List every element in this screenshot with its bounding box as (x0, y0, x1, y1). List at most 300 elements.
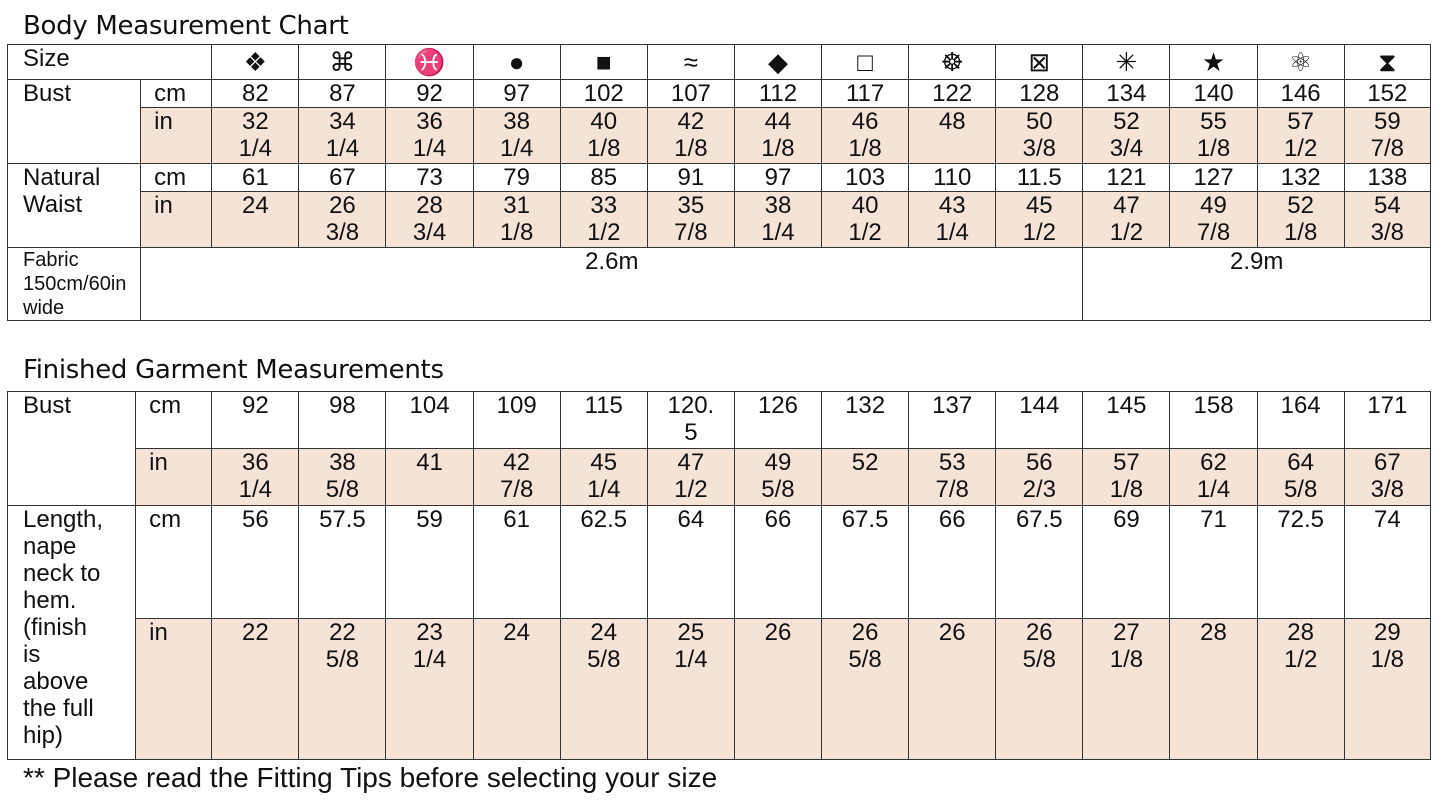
length-cm-cell (560, 506, 647, 619)
finished-bust-in-cell (822, 449, 909, 506)
cell-value: 40 (590, 108, 618, 135)
length-in-cell (1170, 619, 1257, 760)
finished-bust-cm-cell (1257, 392, 1344, 449)
cell-value: 47 (677, 449, 705, 476)
cell-value: 28 (416, 192, 443, 219)
waist-cm-cell (386, 164, 473, 192)
cell-value: 87 (329, 80, 356, 107)
cell-value: 3/8 (1370, 219, 1405, 246)
cell-value: 1/4 (238, 135, 272, 162)
cell-value: 42 (677, 108, 705, 135)
waist-cm-cell (909, 164, 996, 192)
cell-value: 23 (416, 619, 443, 646)
cell-value: 102 (583, 80, 624, 107)
cell-value: 5/8 (1283, 476, 1318, 503)
finished-bust-cm-cell (212, 392, 299, 449)
cell-value: 44 (764, 108, 792, 135)
bust-in-cell (1344, 108, 1430, 164)
bust-cm-cell (996, 80, 1083, 108)
unit-in: in (136, 619, 212, 760)
cell-value: 97 (764, 164, 792, 191)
length-in-cell (560, 619, 647, 760)
cell-value: 53 (938, 449, 966, 476)
waist-in-cell (560, 192, 647, 248)
cell-value: 52 (1287, 192, 1314, 219)
cell-value: 126 (757, 392, 798, 419)
cell-value: 31 (503, 192, 530, 219)
cell-value: 41 (416, 449, 443, 476)
cell-value: 38 (329, 449, 356, 476)
unit-cm: cm (141, 164, 212, 192)
cell-value: 34 (329, 108, 356, 135)
length-cm-cell (1257, 506, 1344, 619)
cell-value: 104 (409, 392, 450, 419)
cell-value: 97 (503, 80, 530, 107)
bust-cm-cell (299, 80, 386, 108)
cell-value: 5 (684, 419, 698, 446)
cell-value: 137 (932, 392, 973, 419)
length-in-cell (299, 619, 386, 760)
cell-value: 32 (241, 108, 269, 135)
cell-value: 62.5 (580, 506, 628, 533)
waist-in-cell (647, 192, 734, 248)
unit-cm: cm (141, 80, 212, 108)
length-in-cell (1083, 619, 1170, 760)
length-cm-cell (1344, 506, 1430, 619)
cell-value: 43 (938, 192, 966, 219)
cell-value: 24 (503, 619, 530, 646)
cell-value: 26 (329, 192, 356, 219)
cell-value: 24 (590, 619, 618, 646)
natural-waist-label: Natural Waist (8, 164, 141, 248)
unit-in: in (136, 449, 212, 506)
cell-value: 57.5 (319, 506, 366, 533)
length-in-cell (822, 619, 909, 760)
cell-value: 7/8 (1196, 219, 1231, 246)
waist-cm-cell (1170, 164, 1257, 192)
fabric-label-line: Fabric (23, 249, 79, 271)
circle-icon: ● (473, 45, 560, 80)
finished-bust-cm-cell (1083, 392, 1170, 449)
bust-cm-cell (822, 80, 909, 108)
cell-value: 35 (677, 192, 705, 219)
cell-value: 127 (1193, 164, 1234, 191)
length-in-cell (909, 619, 996, 760)
bust-cm-cell (560, 80, 647, 108)
waist-cm-cell (1257, 164, 1344, 192)
cell-value: 164 (1280, 392, 1321, 419)
finished-bust-in-cell (909, 449, 996, 506)
cell-value: 52 (851, 449, 879, 476)
cell-value: 98 (329, 392, 356, 419)
star-icon: ★ (1170, 45, 1257, 80)
cell-value: 50 (1025, 108, 1053, 135)
length-in-cell (734, 619, 821, 760)
finished-bust-in-cell (996, 449, 1083, 506)
finished-bust-in-cell (1083, 449, 1170, 506)
bust-in-row (8, 108, 1431, 164)
length-cm-cell (299, 506, 386, 619)
cell-value: 128 (1019, 80, 1060, 107)
finished-bust-in-row (8, 449, 1431, 506)
cell-value: 1/8 (674, 135, 708, 162)
finished-bust-in-cell (473, 449, 560, 506)
cell-value: 146 (1280, 80, 1321, 107)
cell-value: 3/4 (412, 219, 447, 246)
cell-value: 5/8 (325, 476, 360, 503)
bust-in-cell (1083, 108, 1170, 164)
cell-value: 3/8 (1370, 476, 1405, 503)
length-cm-cell (647, 506, 734, 619)
cell-value: 1/8 (1109, 476, 1144, 503)
finished-bust-in-cell (647, 449, 734, 506)
cell-value: 2/3 (1022, 476, 1056, 503)
cell-value: 1/8 (1109, 646, 1144, 673)
cell-value: 66 (764, 506, 792, 533)
hourglass-icon: ⧗ (1344, 45, 1430, 80)
body-chart-title: Body Measurement Chart (23, 11, 349, 41)
wave-icon: ≈ (647, 45, 734, 80)
cell-value: 1/4 (325, 135, 360, 162)
finished-bust-cm-cell (560, 392, 647, 449)
cell-value: 54 (1373, 192, 1401, 219)
bust-cm-cell (212, 80, 299, 108)
fabric-row (8, 248, 1431, 321)
fabric-label (8, 248, 141, 321)
length-cm-cell (1170, 506, 1257, 619)
cell-value: 26 (1025, 619, 1053, 646)
waist-cm-cell (1083, 164, 1170, 192)
ship-wheel-icon: ☸ (909, 45, 996, 80)
finished-bust-in-cell (560, 449, 647, 506)
cell-value: 82 (241, 80, 269, 107)
cell-value: 1/4 (1196, 476, 1231, 503)
pisces-icon: ♓ (386, 45, 473, 80)
boxed-x-icon: ⊠ (996, 45, 1083, 80)
finished-bust-cm-cell (473, 392, 560, 449)
finished-bust-in-cell (1257, 449, 1344, 506)
cell-value: 73 (416, 164, 443, 191)
waist-cm-cell (734, 164, 821, 192)
cell-value: 22 (241, 619, 269, 646)
size-label: Size (8, 45, 212, 80)
cell-value: 1/8 (1196, 135, 1231, 162)
waist-in-cell (734, 192, 821, 248)
cell-value: 67.5 (841, 506, 889, 533)
square-icon: ■ (560, 45, 647, 80)
cell-value: 40 (851, 192, 879, 219)
diamond-cluster-icon: ❖ (212, 45, 299, 80)
cell-value: 36 (241, 449, 269, 476)
waist-in-cell (909, 192, 996, 248)
finished-bust-in-cell (734, 449, 821, 506)
cell-value: 38 (764, 192, 792, 219)
bust-in-cell (212, 108, 299, 164)
cell-value: 122 (932, 80, 973, 107)
bust-in-cell (560, 108, 647, 164)
cell-value: 46 (851, 108, 879, 135)
waist-in-cell (473, 192, 560, 248)
waist-cm-cell (299, 164, 386, 192)
bust-in-cell (734, 108, 821, 164)
cell-value: 117 (845, 80, 885, 107)
cell-value: 45 (1025, 192, 1053, 219)
size-row (8, 45, 1431, 80)
length-label-line: nape (23, 533, 77, 560)
cell-value: 57 (1113, 449, 1140, 476)
waist-in-cell (1257, 192, 1344, 248)
cell-value: 24 (241, 192, 269, 219)
length-in-cell (473, 619, 560, 760)
length-cm-cell (909, 506, 996, 619)
cell-value: 91 (677, 164, 705, 191)
cell-value: 52 (1113, 108, 1140, 135)
cell-value: 92 (241, 392, 269, 419)
finished-bust-cm-cell (822, 392, 909, 449)
waist-in-cell (1170, 192, 1257, 248)
cell-value: 1/2 (1022, 219, 1056, 246)
finished-bust-cm-cell (386, 392, 473, 449)
cell-value: 69 (1113, 506, 1140, 533)
cell-value: 74 (1373, 506, 1401, 533)
length-label-line: neck to (23, 560, 101, 587)
bust-in-cell (996, 108, 1083, 164)
cell-value: 67.5 (1015, 506, 1063, 533)
fabric-label-line: 150cm/60in (23, 273, 127, 295)
cell-value: 109 (496, 392, 537, 419)
asterisk-icon: ✳ (1083, 45, 1170, 80)
cell-value: 67 (329, 164, 356, 191)
waist-cm-cell (647, 164, 734, 192)
finished-bust-cm-cell (1170, 392, 1257, 449)
waist-cm-cell (212, 164, 299, 192)
finished-bust-in-cell (1170, 449, 1257, 506)
cell-value: 1/4 (499, 135, 534, 162)
body-measurement-table (7, 44, 1431, 321)
cell-value: 5/8 (848, 646, 882, 673)
cell-value: 158 (1193, 392, 1234, 419)
length-in-cell (1344, 619, 1430, 760)
waist-cm-cell (1344, 164, 1430, 192)
finished-bust-in-cell (299, 449, 386, 506)
cell-value: 1/8 (1283, 219, 1318, 246)
cell-value: 1/4 (935, 219, 969, 246)
cell-value: 61 (241, 164, 269, 191)
cell-value: 3/8 (1022, 135, 1056, 162)
cell-value: 59 (416, 506, 443, 533)
finished-bust-in-cell (212, 449, 299, 506)
length-label-line: the full (23, 695, 94, 722)
bust-in-cell (1170, 108, 1257, 164)
waist-in-cell (1083, 192, 1170, 248)
cell-value: 152 (1367, 80, 1408, 107)
length-label-line: above (23, 668, 89, 695)
length-in-row (8, 619, 1431, 760)
cell-value: 3/4 (1109, 135, 1144, 162)
finished-bust-cm-cell (647, 392, 734, 449)
cell-value: 7/8 (499, 476, 534, 503)
cell-value: 132 (1280, 164, 1321, 191)
cell-value: 29 (1373, 619, 1401, 646)
fitting-tips-note: ** Please read the Fitting Tips before selecting your size (23, 762, 718, 793)
finished-bust-cm-cell (909, 392, 996, 449)
cell-value: 171 (1367, 392, 1408, 419)
unit-in: in (141, 108, 212, 164)
cell-value: 1/2 (587, 219, 621, 246)
cell-value: 134 (1106, 80, 1147, 107)
cell-value: 1/4 (412, 646, 447, 673)
cell-value: 132 (845, 392, 886, 419)
length-cm-cell (386, 506, 473, 619)
cell-value: 5/8 (1022, 646, 1056, 673)
length-cm-cell (996, 506, 1083, 619)
waist-in-cell (212, 192, 299, 248)
finished-chart-title: Finished Garment Measurements (23, 355, 444, 385)
waist-cm-cell (473, 164, 560, 192)
cell-value: 57 (1287, 108, 1314, 135)
diamond-icon: ◆ (734, 45, 821, 80)
length-in-cell (996, 619, 1083, 760)
cell-value: 1/4 (674, 646, 708, 673)
finished-bust-in-cell (386, 449, 473, 506)
bust-cm-cell (1257, 80, 1344, 108)
cell-value: 64 (677, 506, 705, 533)
cell-value: 27 (1113, 619, 1140, 646)
finished-bust-cm-cell (996, 392, 1083, 449)
cell-value: 7/8 (1370, 135, 1405, 162)
cell-value: 47 (1113, 192, 1140, 219)
bust-in-cell (1257, 108, 1344, 164)
cell-value: 1/8 (1370, 646, 1405, 673)
waist-in-cell (996, 192, 1083, 248)
bust-cm-cell (909, 80, 996, 108)
cell-value: 1/4 (587, 476, 621, 503)
finished-garment-table (7, 391, 1431, 760)
length-cm-cell (212, 506, 299, 619)
cell-value: 62 (1200, 449, 1227, 476)
fabric-amount-large: 2.9m (1083, 248, 1431, 321)
length-cm-cell (822, 506, 909, 619)
cell-value: 1/2 (1283, 135, 1318, 162)
waist-cm-cell (560, 164, 647, 192)
cell-value: 48 (938, 108, 966, 135)
cell-value: 56 (1025, 449, 1053, 476)
cell-value: 1/8 (848, 135, 882, 162)
cell-value: 115 (584, 392, 623, 419)
cell-value: 64 (1287, 449, 1314, 476)
cell-value: 26 (764, 619, 792, 646)
bust-cm-cell (647, 80, 734, 108)
cell-value: 7/8 (935, 476, 969, 503)
cell-value: 1/4 (761, 219, 795, 246)
cell-value: 49 (764, 449, 792, 476)
length-label (8, 506, 136, 760)
fabric-amount-small: 2.6m (141, 248, 1083, 321)
finished-bust-cm-cell (734, 392, 821, 449)
bust-cm-cell (1344, 80, 1430, 108)
cell-value: 112 (758, 80, 798, 107)
length-cm-row (8, 506, 1431, 619)
cell-value: 79 (503, 164, 530, 191)
cell-value: 72.5 (1277, 506, 1324, 533)
cell-value: 103 (845, 164, 886, 191)
bust-in-cell (299, 108, 386, 164)
finished-bust-cm-cell (299, 392, 386, 449)
waist-in-cell (386, 192, 473, 248)
unit-cm: cm (136, 506, 212, 619)
cell-value: 1/2 (674, 476, 708, 503)
cell-value: 7/8 (674, 219, 708, 246)
length-in-cell (647, 619, 734, 760)
finished-bust-cm-cell (1344, 392, 1430, 449)
waist-in-cell (299, 192, 386, 248)
bust-cm-cell (473, 80, 560, 108)
length-cm-cell (1083, 506, 1170, 619)
length-label-line: hip) (23, 722, 64, 749)
atom-icon: ⚛ (1257, 45, 1344, 80)
cell-value: 1/8 (499, 219, 534, 246)
bust-cm-cell (1083, 80, 1170, 108)
bust-in-cell (822, 108, 909, 164)
length-cm-cell (734, 506, 821, 619)
fabric-label-line: wide (23, 297, 65, 319)
length-in-cell (212, 619, 299, 760)
bust-label: Bust (8, 80, 141, 164)
waist-in-row (8, 192, 1431, 248)
cell-value: 59 (1373, 108, 1401, 135)
finished-bust-cm-row (8, 392, 1431, 449)
cell-value: 140 (1193, 80, 1234, 107)
length-cm-cell (473, 506, 560, 619)
cell-value: 1/2 (1109, 219, 1144, 246)
cell-value: 33 (590, 192, 618, 219)
cell-value: 1/2 (848, 219, 882, 246)
cell-value: 121 (1106, 164, 1147, 191)
bust-in-cell (647, 108, 734, 164)
hollow-square-icon: □ (822, 45, 909, 80)
cell-value: 49 (1200, 192, 1227, 219)
cell-value: 1/8 (761, 135, 795, 162)
cell-value: 5/8 (761, 476, 795, 503)
cell-value: 138 (1367, 164, 1408, 191)
cell-value: 5/8 (325, 646, 360, 673)
length-in-cell (386, 619, 473, 760)
length-label-line: Length, (23, 506, 104, 533)
cell-value: 66 (938, 506, 966, 533)
cell-value: 55 (1200, 108, 1227, 135)
cell-value: 36 (416, 108, 443, 135)
waist-in-cell (1344, 192, 1430, 248)
finished-bust-label: Bust (8, 392, 136, 506)
cell-value: 1/2 (1283, 646, 1318, 673)
waist-cm-cell (996, 164, 1083, 192)
cell-value: 1/4 (412, 135, 447, 162)
cell-value: 42 (503, 449, 530, 476)
bust-in-cell (386, 108, 473, 164)
cell-value: 28 (1287, 619, 1314, 646)
bust-cm-cell (1170, 80, 1257, 108)
length-label-line: (finish (23, 614, 88, 641)
cell-value: 5/8 (587, 646, 621, 673)
cell-value: 3/8 (325, 219, 360, 246)
cell-value: 38 (503, 108, 530, 135)
length-in-cell (1257, 619, 1344, 760)
finished-bust-in-cell (1344, 449, 1430, 506)
bust-cm-cell (386, 80, 473, 108)
cell-value: 26 (851, 619, 879, 646)
cell-value: 1/4 (238, 476, 272, 503)
cell-value: 61 (503, 506, 530, 533)
